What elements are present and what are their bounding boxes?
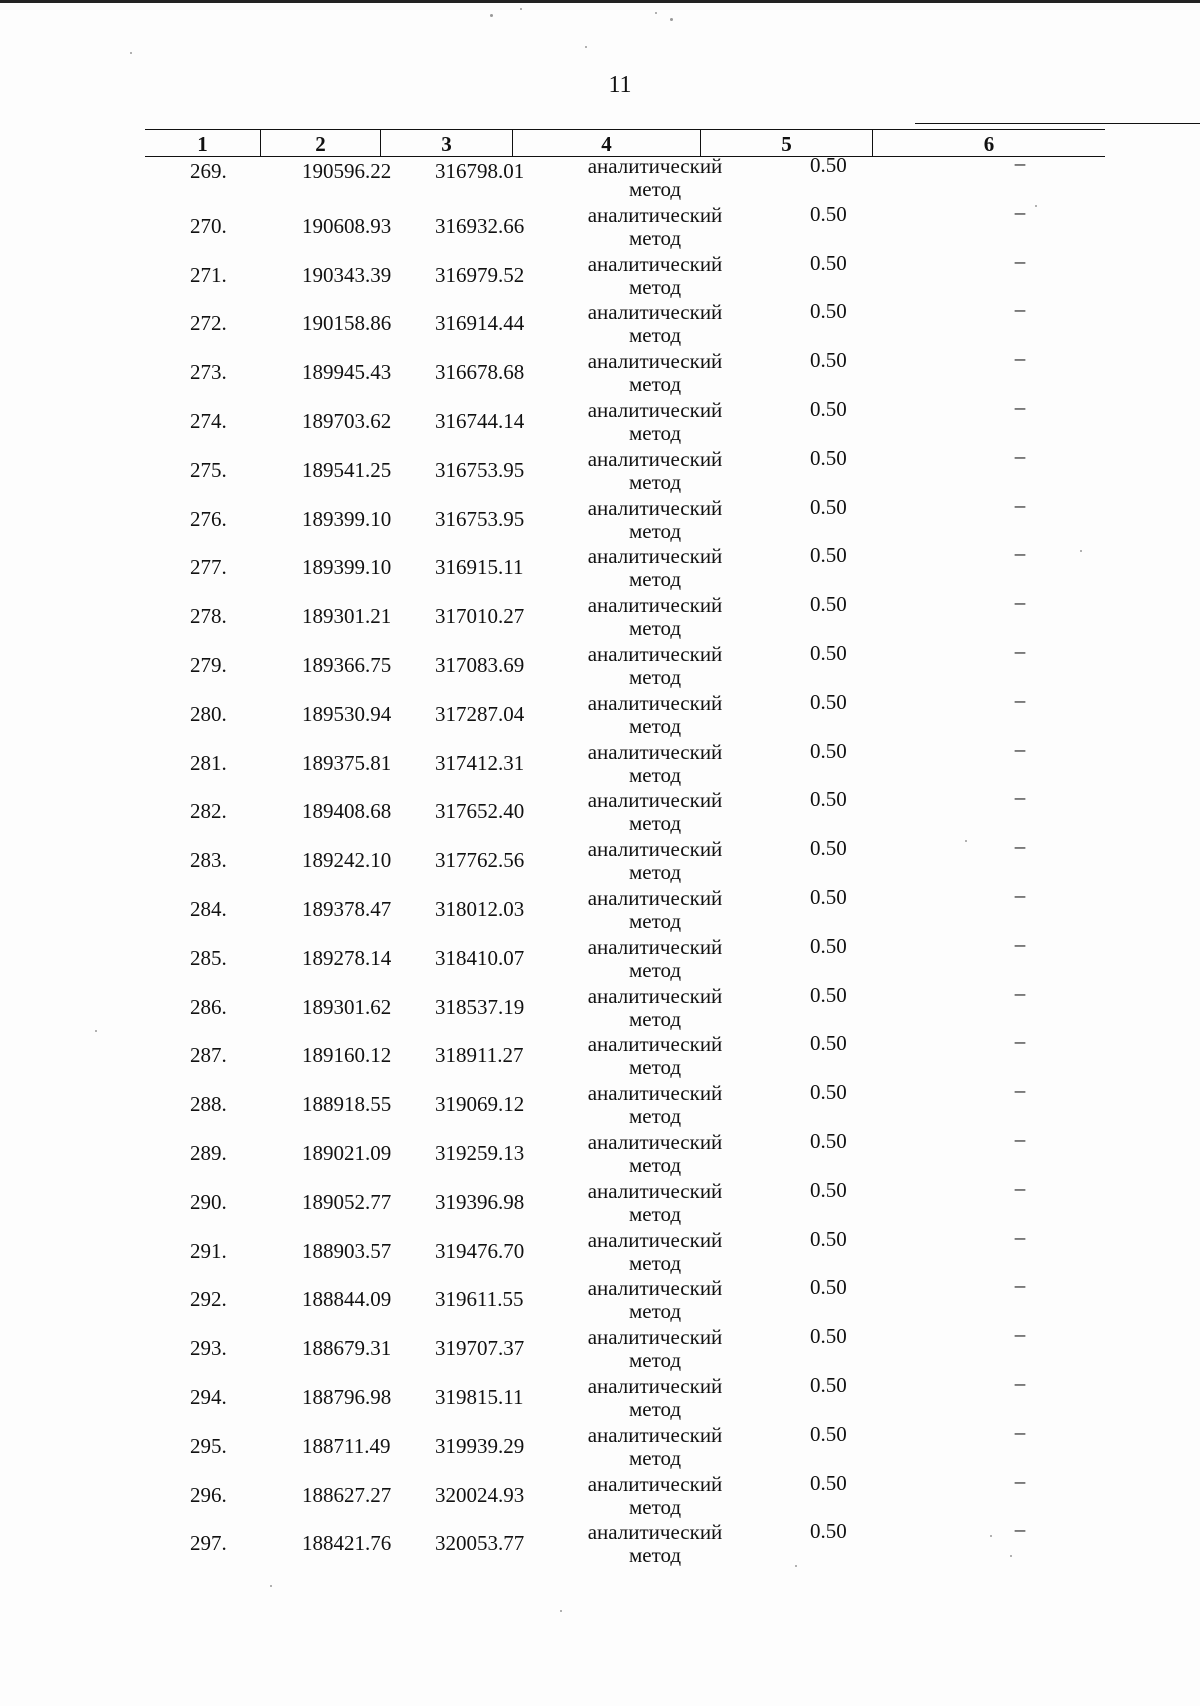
- coordinate-x: 189408.68: [302, 799, 392, 824]
- accuracy-value: 0.50: [810, 689, 847, 714]
- coordinate-y: 317652.40: [435, 799, 525, 824]
- accuracy-value: 0.50: [810, 982, 847, 1007]
- coordinate-y: 317287.04: [435, 701, 525, 726]
- coordinate-x: 189530.94: [302, 701, 392, 726]
- note-dash: –: [1014, 736, 1026, 761]
- scan-speck: [560, 1610, 562, 1612]
- table-row: [145, 1419, 1105, 1475]
- header-col-6: 6: [872, 130, 1105, 156]
- table-row: [145, 1273, 1105, 1328]
- table-header-row: [145, 129, 1105, 157]
- scan-speck: [795, 1565, 797, 1567]
- row-number: 288.: [190, 1092, 227, 1117]
- method-cell: [575, 448, 735, 494]
- row-number: 283.: [190, 848, 227, 873]
- method-line-2: метод: [628, 713, 682, 738]
- method-line-2: метод: [628, 1250, 682, 1275]
- note-dash: –: [1014, 1078, 1026, 1103]
- accuracy-value: 0.50: [810, 250, 847, 275]
- accuracy-value: 0.50: [810, 787, 847, 812]
- method-line-1: аналитический: [587, 1081, 723, 1106]
- method-line-2: метод: [628, 1543, 682, 1568]
- coordinate-x: 188679.31: [302, 1336, 392, 1361]
- row-number: 275.: [190, 457, 227, 482]
- method-line-1: аналитический: [587, 885, 723, 910]
- method-line-2: метод: [628, 616, 682, 641]
- row-number: 274.: [190, 408, 227, 433]
- method-line-1: аналитический: [587, 1227, 723, 1252]
- coordinate-x: 189366.75: [302, 652, 392, 677]
- coordinate-x: 189301.62: [302, 994, 392, 1019]
- method-line-1: аналитический: [587, 349, 723, 374]
- row-number: 284.: [190, 896, 227, 921]
- method-line-2: метод: [628, 1445, 682, 1470]
- method-line-2: метод: [628, 811, 682, 836]
- coordinate-x: 190343.39: [302, 262, 392, 287]
- method-line-2: метод: [628, 323, 682, 348]
- table-row: [145, 1175, 1105, 1231]
- coordinate-x: 188918.55: [302, 1092, 392, 1117]
- note-dash: –: [1014, 1175, 1026, 1200]
- coordinate-x: 189278.14: [302, 945, 392, 970]
- method-line-1: аналитический: [587, 1422, 723, 1447]
- table-row: [145, 736, 1105, 792]
- note-dash: –: [1014, 1029, 1026, 1054]
- method-cell: [575, 1277, 735, 1323]
- coordinates-table: [145, 129, 1105, 1572]
- note-dash: –: [1014, 638, 1026, 663]
- header-col-3: 3: [380, 130, 512, 156]
- method-cell: [575, 692, 735, 738]
- accuracy-value: 0.50: [810, 201, 847, 226]
- accuracy-value: 0.50: [810, 1226, 847, 1251]
- table-row: [145, 151, 1105, 206]
- accuracy-value: 0.50: [810, 1275, 847, 1300]
- method-line-2: метод: [628, 1006, 682, 1031]
- coordinate-x: 188796.98: [302, 1384, 392, 1409]
- table-row: [145, 1126, 1105, 1182]
- row-number: 292.: [190, 1287, 227, 1312]
- coordinate-y: 320053.77: [435, 1531, 525, 1556]
- coordinate-y: 316932.66: [435, 213, 525, 238]
- coordinate-x: 189378.47: [302, 896, 392, 921]
- coordinate-x: 188421.76: [302, 1531, 392, 1556]
- method-line-1: аналитический: [587, 1032, 723, 1057]
- method-line-2: метод: [628, 420, 682, 445]
- coordinate-y: 316915.11: [435, 555, 524, 580]
- scan-speck: [520, 8, 522, 10]
- coordinate-y: 317412.31: [435, 750, 525, 775]
- method-line-1: аналитический: [587, 1471, 723, 1496]
- method-cell: [575, 301, 735, 347]
- note-dash: –: [1014, 687, 1026, 712]
- note-dash: –: [1014, 834, 1026, 859]
- accuracy-value: 0.50: [810, 348, 847, 373]
- accuracy-value: 0.50: [810, 738, 847, 763]
- coordinate-x: 189399.10: [302, 555, 392, 580]
- table-row: [145, 980, 1105, 1036]
- coordinate-y: 317762.56: [435, 848, 525, 873]
- scan-speck: [1010, 1555, 1012, 1557]
- method-line-1: аналитический: [587, 544, 723, 569]
- scan-speck: [490, 14, 493, 17]
- method-line-1: аналитический: [587, 1129, 723, 1154]
- method-cell: [575, 594, 735, 640]
- note-dash: –: [1014, 785, 1026, 810]
- coordinate-x: 189021.09: [302, 1140, 392, 1165]
- note-dash: –: [1014, 1273, 1026, 1298]
- table-body: [145, 151, 1105, 1572]
- accuracy-value: 0.50: [810, 933, 847, 958]
- method-line-1: аналитический: [587, 1373, 723, 1398]
- table-row: [145, 1322, 1105, 1377]
- row-number: 294.: [190, 1384, 227, 1409]
- coordinate-y: 319259.13: [435, 1140, 525, 1165]
- scan-speck: [95, 1030, 97, 1032]
- note-dash: –: [1014, 980, 1026, 1005]
- method-cell: [575, 350, 735, 396]
- header-col-4: 4: [512, 130, 700, 156]
- table-row: [145, 394, 1105, 450]
- method-line-1: аналитический: [587, 1276, 723, 1301]
- method-cell: [575, 936, 735, 982]
- method-line-2: метод: [628, 664, 682, 689]
- method-line-2: метод: [628, 1201, 682, 1226]
- method-cell: [575, 838, 735, 884]
- coordinate-x: 189160.12: [302, 1043, 392, 1068]
- method-line-2: метод: [628, 518, 682, 543]
- method-line-1: аналитический: [587, 202, 723, 227]
- accuracy-value: 0.50: [810, 445, 847, 470]
- note-dash: –: [1014, 541, 1026, 566]
- accuracy-value: 0.50: [810, 1177, 847, 1202]
- row-number: 297.: [190, 1531, 227, 1556]
- row-number: 276.: [190, 506, 227, 531]
- coordinate-y: 316979.52: [435, 262, 525, 287]
- row-number: 282.: [190, 799, 227, 824]
- row-number: 280.: [190, 701, 227, 726]
- table-row: [145, 590, 1105, 645]
- coordinate-x: 189541.25: [302, 457, 392, 482]
- method-cell: [575, 204, 735, 250]
- coordinate-x: 189375.81: [302, 750, 392, 775]
- note-dash: –: [1014, 199, 1026, 224]
- method-cell: [575, 1082, 735, 1128]
- coordinate-y: 316914.44: [435, 311, 525, 336]
- method-line-1: аналитический: [587, 1325, 723, 1350]
- method-line-1: аналитический: [587, 1520, 723, 1545]
- method-cell: [575, 253, 735, 299]
- row-number: 272.: [190, 311, 227, 336]
- coordinate-y: 316744.14: [435, 408, 525, 433]
- coordinate-x: 188627.27: [302, 1482, 392, 1507]
- table-row: [145, 1468, 1105, 1524]
- method-cell: [575, 789, 735, 835]
- method-line-2: метод: [628, 762, 682, 787]
- table-row: [145, 248, 1105, 304]
- coordinate-y: 317083.69: [435, 652, 525, 677]
- scan-top-edge: [0, 0, 1200, 3]
- header-col-5: 5: [700, 130, 872, 156]
- note-dash: –: [1014, 346, 1026, 371]
- method-line-2: метод: [628, 1494, 682, 1519]
- method-line-2: метод: [628, 908, 682, 933]
- coordinate-x: 189945.43: [302, 360, 392, 385]
- row-number: 290.: [190, 1189, 227, 1214]
- table-row: [145, 1224, 1105, 1280]
- row-number: 279.: [190, 652, 227, 677]
- coordinate-y: 319815.11: [435, 1384, 524, 1409]
- table-row: [145, 1029, 1105, 1084]
- coordinate-x: 190596.22: [302, 159, 392, 183]
- table-row: [145, 687, 1105, 743]
- coordinate-y: 316753.95: [435, 506, 525, 531]
- coordinate-y: 319707.37: [435, 1336, 525, 1361]
- method-cell: [575, 643, 735, 689]
- table-row: [145, 1370, 1105, 1426]
- note-dash: –: [1014, 1224, 1026, 1249]
- note-dash: –: [1014, 297, 1026, 322]
- row-number: 286.: [190, 994, 227, 1019]
- coordinate-y: 318012.03: [435, 896, 525, 921]
- row-number: 273.: [190, 360, 227, 385]
- method-line-1: аналитический: [587, 593, 723, 618]
- note-dash: –: [1014, 443, 1026, 468]
- table-row: [145, 834, 1105, 889]
- page-number: 11: [608, 72, 632, 98]
- note-dash: –: [1014, 590, 1026, 615]
- note-dash: –: [1014, 492, 1026, 517]
- coordinate-x: 188711.49: [302, 1433, 391, 1458]
- method-line-2: метод: [628, 1152, 682, 1177]
- table-row: [145, 931, 1105, 987]
- method-cell: [575, 1131, 735, 1177]
- table-row: [145, 638, 1105, 694]
- table-row: [145, 492, 1105, 548]
- method-line-1: аналитический: [587, 154, 723, 178]
- method-line-1: аналитический: [587, 397, 723, 422]
- row-number: 293.: [190, 1336, 227, 1361]
- method-line-1: аналитический: [587, 446, 723, 471]
- coordinate-y: 319939.29: [435, 1433, 525, 1458]
- accuracy-value: 0.50: [810, 1031, 847, 1056]
- header-col-1: 1: [197, 132, 208, 156]
- coordinate-x: 189703.62: [302, 408, 392, 433]
- accuracy-value: 0.50: [810, 592, 847, 617]
- row-number: 287.: [190, 1043, 227, 1068]
- method-line-2: метод: [628, 1299, 682, 1324]
- coordinate-x: 190608.93: [302, 213, 392, 238]
- accuracy-value: 0.50: [810, 836, 847, 861]
- table-row: [145, 199, 1105, 255]
- method-cell: [575, 1473, 735, 1519]
- row-number: 281.: [190, 750, 227, 775]
- accuracy-value: 0.50: [810, 299, 847, 324]
- coordinate-y: 318410.07: [435, 945, 525, 970]
- method-line-2: метод: [628, 469, 682, 494]
- method-line-1: аналитический: [587, 495, 723, 520]
- scan-speck: [270, 1585, 272, 1587]
- accuracy-value: 0.50: [810, 640, 847, 665]
- scan-speck: [585, 46, 587, 48]
- method-line-2: метод: [628, 372, 682, 397]
- coordinate-x: 190158.86: [302, 311, 392, 336]
- method-line-1: аналитический: [587, 837, 723, 862]
- row-number: 296.: [190, 1482, 227, 1507]
- accuracy-value: 0.50: [810, 494, 847, 519]
- table-row: [145, 297, 1105, 352]
- method-cell: [575, 1375, 735, 1421]
- note-dash: –: [1014, 248, 1026, 273]
- method-line-1: аналитический: [587, 690, 723, 715]
- scan-speck: [130, 52, 132, 54]
- method-line-2: метод: [628, 1348, 682, 1373]
- method-line-2: метод: [628, 274, 682, 299]
- row-number: 295.: [190, 1433, 227, 1458]
- accuracy-value: 0.50: [810, 153, 847, 177]
- row-number: 289.: [190, 1140, 227, 1165]
- coordinate-x: 188844.09: [302, 1287, 392, 1312]
- accuracy-value: 0.50: [810, 396, 847, 421]
- accuracy-value: 0.50: [810, 884, 847, 909]
- method-line-1: аналитический: [587, 788, 723, 813]
- accuracy-value: 0.50: [810, 543, 847, 568]
- method-line-1: аналитический: [587, 300, 723, 325]
- coordinate-x: 189242.10: [302, 848, 392, 873]
- method-line-1: аналитический: [587, 251, 723, 276]
- method-cell: [575, 741, 735, 787]
- note-dash: –: [1014, 1370, 1026, 1395]
- note-dash: –: [1014, 1517, 1026, 1542]
- row-number: 285.: [190, 945, 227, 970]
- method-line-1: аналитический: [587, 739, 723, 764]
- method-line-1: аналитический: [587, 1178, 723, 1203]
- table-row: [145, 346, 1105, 401]
- coordinate-y: 318911.27: [435, 1043, 524, 1068]
- note-dash: –: [1014, 1468, 1026, 1493]
- header-col-2: 2: [260, 130, 380, 156]
- method-cell: [575, 1521, 735, 1567]
- scan-speck: [670, 18, 673, 21]
- row-number: 269.: [190, 159, 227, 183]
- method-cell: [575, 1424, 735, 1470]
- row-number: 271.: [190, 262, 227, 287]
- note-dash: –: [1014, 931, 1026, 956]
- note-dash: –: [1014, 151, 1026, 175]
- coordinate-y: 317010.27: [435, 604, 525, 629]
- accuracy-value: 0.50: [810, 1128, 847, 1153]
- table-row: [145, 541, 1105, 596]
- method-cell: [575, 985, 735, 1031]
- coordinate-x: 189301.21: [302, 604, 392, 629]
- note-dash: –: [1014, 394, 1026, 419]
- method-cell: [575, 887, 735, 933]
- table-row: [145, 882, 1105, 938]
- table-row: [145, 1078, 1105, 1133]
- method-cell: [575, 1229, 735, 1275]
- method-line-2: метод: [628, 177, 682, 201]
- table-row: [145, 443, 1105, 499]
- coordinate-x: 189399.10: [302, 506, 392, 531]
- coordinate-y: 316753.95: [435, 457, 525, 482]
- method-line-2: метод: [628, 1396, 682, 1421]
- method-cell: [575, 497, 735, 543]
- row-number: 277.: [190, 555, 227, 580]
- method-cell: [575, 1033, 735, 1079]
- coordinate-y: 320024.93: [435, 1482, 525, 1507]
- note-dash: –: [1014, 1126, 1026, 1151]
- method-line-1: аналитический: [587, 934, 723, 959]
- method-cell: [575, 155, 735, 201]
- accuracy-value: 0.50: [810, 1519, 847, 1544]
- method-line-2: метод: [628, 567, 682, 592]
- coordinate-y: 318537.19: [435, 994, 525, 1019]
- coordinate-y: 319476.70: [435, 1238, 525, 1263]
- accuracy-value: 0.50: [810, 1324, 847, 1349]
- method-cell: [575, 1180, 735, 1226]
- method-cell: [575, 545, 735, 591]
- method-cell: [575, 399, 735, 445]
- method-line-2: метод: [628, 860, 682, 885]
- coordinate-x: 189052.77: [302, 1189, 392, 1214]
- table-row: [145, 785, 1105, 840]
- coordinate-y: 316678.68: [435, 360, 525, 385]
- table-row: [145, 1517, 1105, 1572]
- accuracy-value: 0.50: [810, 1470, 847, 1495]
- scan-speck: [990, 1535, 992, 1537]
- accuracy-value: 0.50: [810, 1421, 847, 1446]
- row-number: 291.: [190, 1238, 227, 1263]
- method-cell: [575, 1326, 735, 1372]
- scan-speck: [1080, 550, 1082, 552]
- scan-speck: [1035, 205, 1037, 207]
- coordinate-y: 319396.98: [435, 1189, 525, 1214]
- header-top-rule: [915, 123, 1200, 124]
- accuracy-value: 0.50: [810, 1372, 847, 1397]
- scan-speck: [965, 840, 967, 842]
- scan-speck: [655, 12, 657, 14]
- coordinate-y: 316798.01: [435, 159, 525, 183]
- coordinate-y: 319611.55: [435, 1287, 524, 1312]
- coordinate-y: 319069.12: [435, 1092, 525, 1117]
- note-dash: –: [1014, 882, 1026, 907]
- method-line-2: метод: [628, 1104, 682, 1129]
- note-dash: –: [1014, 1419, 1026, 1444]
- method-line-2: метод: [628, 957, 682, 982]
- method-line-1: аналитический: [587, 983, 723, 1008]
- row-number: 278.: [190, 604, 227, 629]
- method-line-1: аналитический: [587, 641, 723, 666]
- coordinate-x: 188903.57: [302, 1238, 392, 1263]
- method-line-2: метод: [628, 1055, 682, 1080]
- note-dash: –: [1014, 1322, 1026, 1347]
- accuracy-value: 0.50: [810, 1080, 847, 1105]
- method-line-2: метод: [628, 225, 682, 250]
- row-number: 270.: [190, 213, 227, 238]
